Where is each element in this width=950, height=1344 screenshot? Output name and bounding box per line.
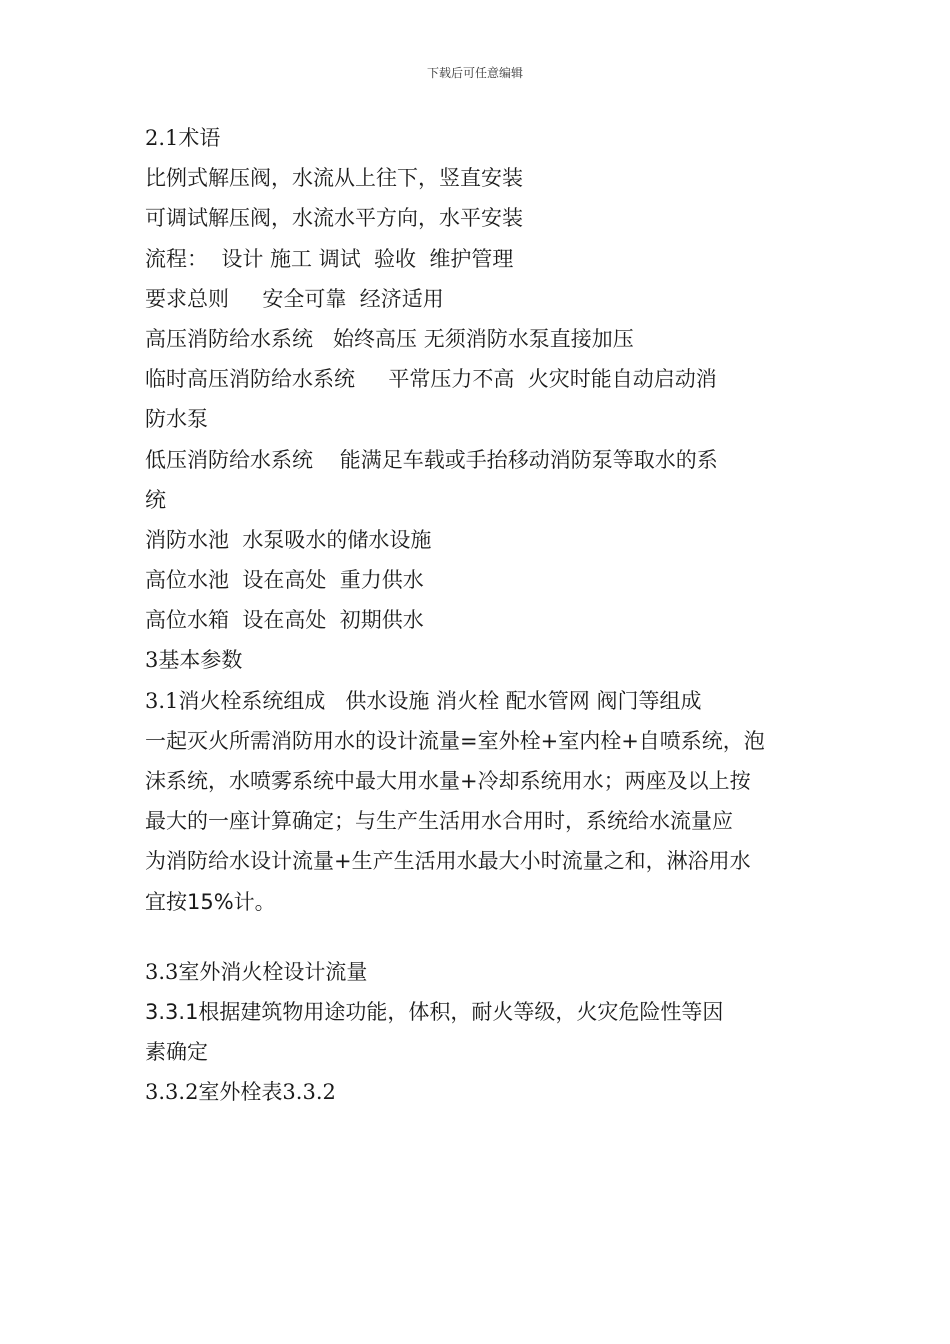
text-line: 3.3.1根据建筑物用途功能，体积，耐火等级，火灾危险性等因 [145,999,724,1024]
text-line: 最大的一座计算确定；与生产生活用水合用时，系统给水流量应 [145,809,733,834]
section-heading-3: 3基本参数 [145,648,243,673]
text-line: 防水泵 [145,407,208,432]
text-line: 3.3.2室外栓表3.3.2 [145,1080,336,1105]
text-line: 比例式解压阀，水流从上往下，竖直安装 [145,166,523,191]
text-line: 可调试解压阀，水流水平方向，水平安装 [145,206,523,231]
page-header: 下载后可任意编辑 [426,66,523,80]
text-line: 一起灭火所需消防用水的设计流量=室外栓+室内栓+自喷系统，泡 [145,728,765,753]
text-line: 素确定 [145,1040,208,1065]
text-line: 高位水池 设在高处 重力供水 [145,568,424,593]
text-line: 统 [145,487,166,512]
text-line: 为消防给水设计流量+生产生活用水最大小时流量之和，淋浴用水 [145,849,751,874]
paragraph-gap [145,922,810,952]
text-line: 要求总则 安全可靠 经济适用 [145,286,444,311]
text-line: 消防水池 水泵吸水的储水设施 [145,527,432,552]
text-line: 流程： 设计 施工 调试 验收 维护管理 [145,246,514,271]
text-line: 沫系统，水喷雾系统中最大用水量+冷却系统用水；两座及以上按 [145,769,751,793]
text-line: 临时高压消防给水系统 平常压力不高 火灾时能自动启动消 [145,367,717,392]
section-heading-2-1: 2.1术语 [145,126,221,150]
section-heading-3-3: 3.3室外消火栓设计流量 [145,959,368,984]
text-line: 高位水箱 设在高处 初期供水 [145,608,424,633]
section-heading-3-1: 3.1消火栓系统组成 供水设施 消火栓 配水管网 阀门等组成 [145,688,702,713]
text-line: 低压消防给水系统 能满足车载或手抬移动消防泵等取水的系 [145,447,718,472]
text-line: 宜按15%计。 [145,889,276,914]
document-body [145,118,810,1113]
text-line: 高压消防给水系统 始终高压 无须消防水泵直接加压 [145,326,634,351]
